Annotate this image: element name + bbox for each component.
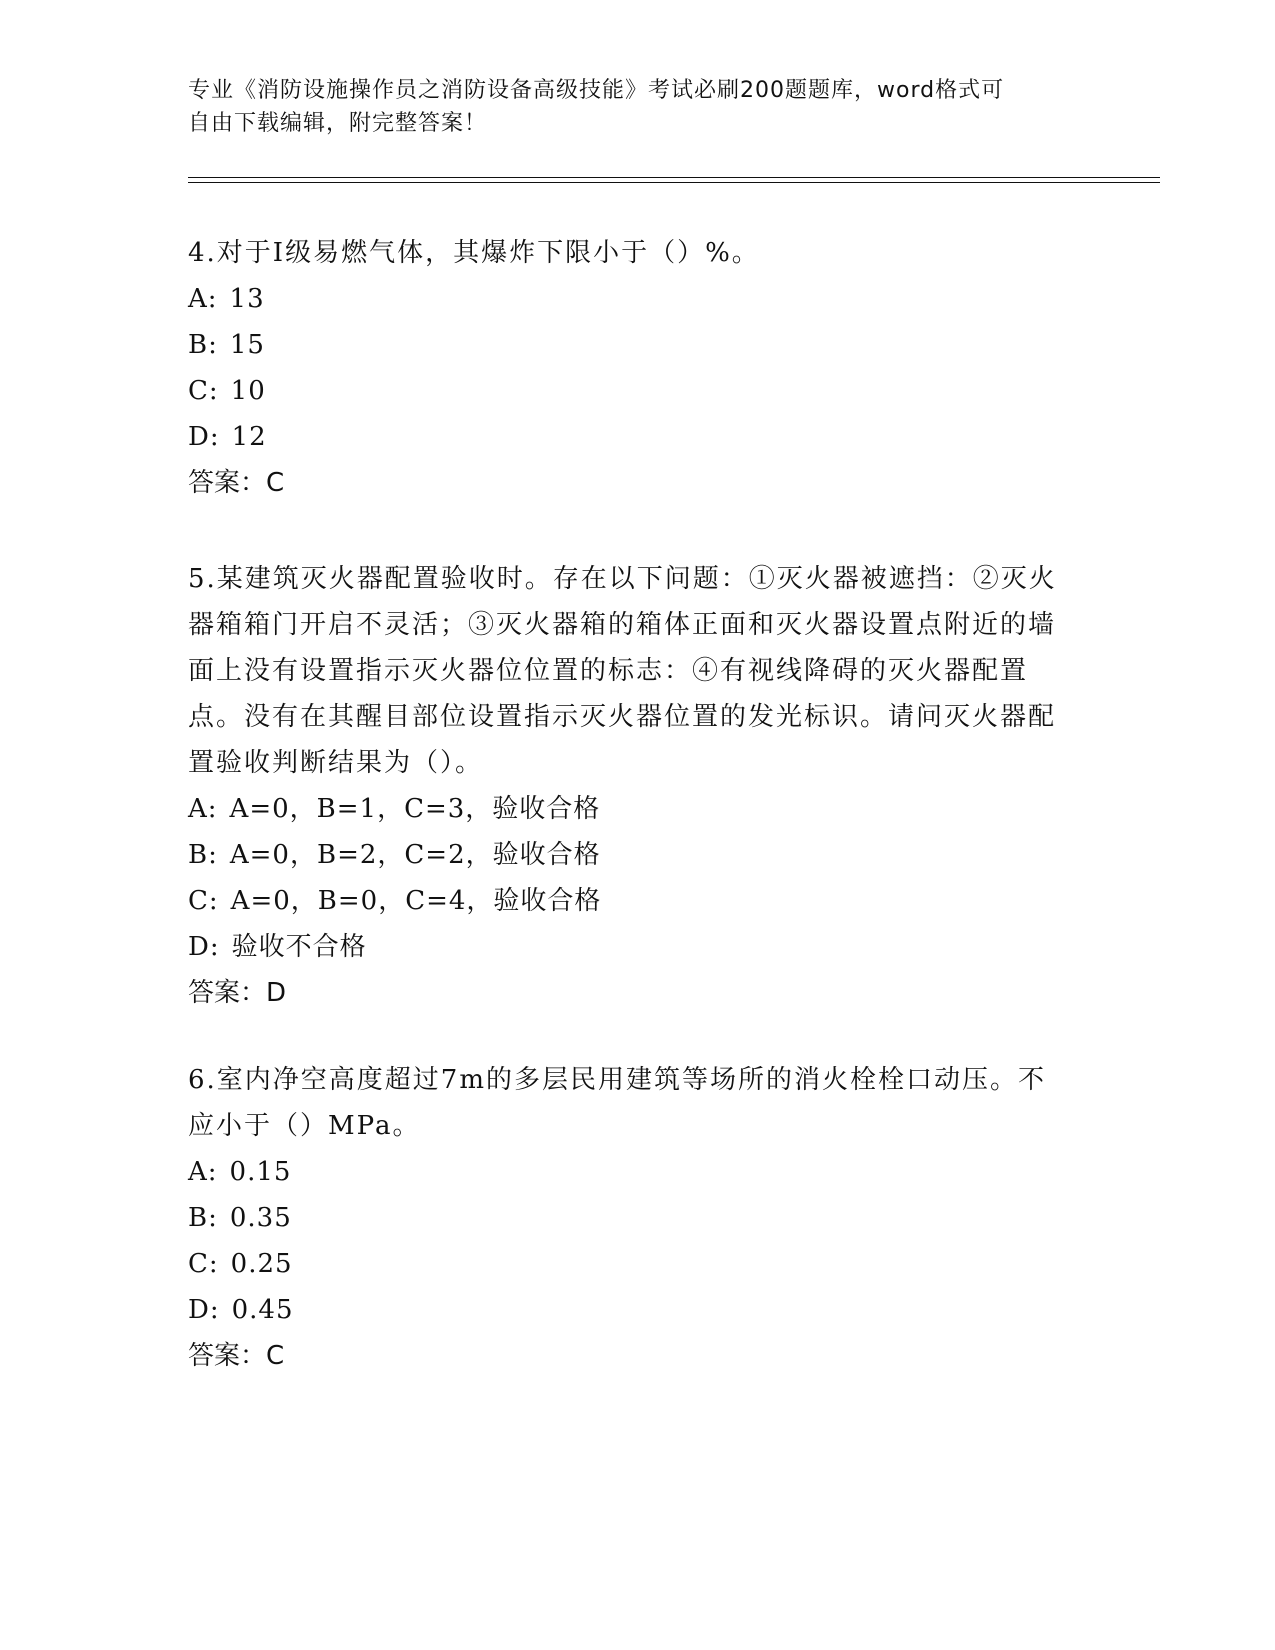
option-text: A=0，B=2，C=2，验收合格 <box>229 840 601 870</box>
option-d <box>188 414 1068 460</box>
option-text: A=0，B=1，C=3，验收合格 <box>229 794 601 824</box>
option-b <box>188 832 1068 878</box>
option-key: A <box>188 284 208 314</box>
option-separator: : <box>209 932 220 962</box>
option-text: 验收不合格 <box>231 932 367 962</box>
question-text: 5.某建筑灭火器配置验收时。存在以下问题：①灭火器被遮挡：②灭火器箱箱门开启不灵活；③灭火器箱的箱体正面和灭火器设置点附近的墙面上没有设置指示灭火器位位置的标志：④有视线降碍的灭火器配置点。没有在其醒目部位设置指示灭火器位置的发光标识。请问灭火器配置验收判断结果为（）。 <box>188 564 1057 778</box>
option-text: A=0，B=0，C=4，验收合格 <box>230 886 602 916</box>
option-key: D <box>188 1295 210 1325</box>
option-key: B <box>188 330 209 360</box>
option-key: D <box>188 932 210 962</box>
question-text: 6.室内净空高度超过7m的多层民用建筑等场所的消火栓栓口动压。不应小于（）MPa。 <box>188 1065 1047 1141</box>
question-text: 4.对于Ⅰ级易燃气体，其爆炸下限小于（）%。 <box>188 238 760 268</box>
option-separator: : <box>208 1203 218 1233</box>
option-key: C <box>188 1249 209 1279</box>
option-text: 0.25 <box>230 1249 293 1279</box>
answer-line: 答案：D <box>188 978 287 1008</box>
option-d <box>188 1287 1068 1333</box>
question-block <box>188 1057 1068 1379</box>
option-a <box>188 1149 1068 1195</box>
option-separator: : <box>208 840 218 870</box>
option-text: 13 <box>229 284 265 314</box>
option-separator: : <box>208 886 219 916</box>
option-separator: : <box>208 1249 219 1279</box>
option-key: A <box>188 794 208 824</box>
option-c <box>188 1241 1068 1287</box>
option-key: B <box>188 840 209 870</box>
option-text: 12 <box>231 422 267 452</box>
option-b <box>188 1195 1068 1241</box>
question-block <box>188 230 1068 506</box>
option-separator: : <box>207 794 218 824</box>
option-text: 15 <box>229 330 265 360</box>
option-text: 0.35 <box>229 1203 292 1233</box>
option-key: B <box>188 1203 209 1233</box>
header-line-2: 自由下载编辑，附完整答案！ <box>188 111 488 136</box>
question-block <box>188 556 1068 1016</box>
option-text: 0.15 <box>229 1157 292 1187</box>
option-a <box>188 276 1068 322</box>
answer-line: 答案：C <box>188 468 285 498</box>
option-d <box>188 924 1068 970</box>
header-divider-bottom <box>188 182 1160 183</box>
document-header <box>188 74 1088 140</box>
option-separator: : <box>207 284 218 314</box>
option-key: A <box>188 1157 208 1187</box>
option-separator: : <box>208 376 219 406</box>
option-a <box>188 786 1068 832</box>
option-text: 10 <box>230 376 266 406</box>
option-b <box>188 322 1068 368</box>
option-c <box>188 878 1068 924</box>
option-separator: : <box>207 1157 218 1187</box>
option-c <box>188 368 1068 414</box>
header-line-1: 专业《消防设施操作员之消防设备高级技能》考试必刷200题题库，word格式可 <box>188 78 1005 103</box>
option-text: 0.45 <box>231 1295 294 1325</box>
option-separator: : <box>209 422 220 452</box>
option-separator: : <box>208 330 218 360</box>
answer-line: 答案：C <box>188 1341 285 1371</box>
option-key: C <box>188 886 209 916</box>
option-separator: : <box>209 1295 220 1325</box>
option-key: D <box>188 422 210 452</box>
header-divider-top <box>188 177 1160 178</box>
option-key: C <box>188 376 209 406</box>
